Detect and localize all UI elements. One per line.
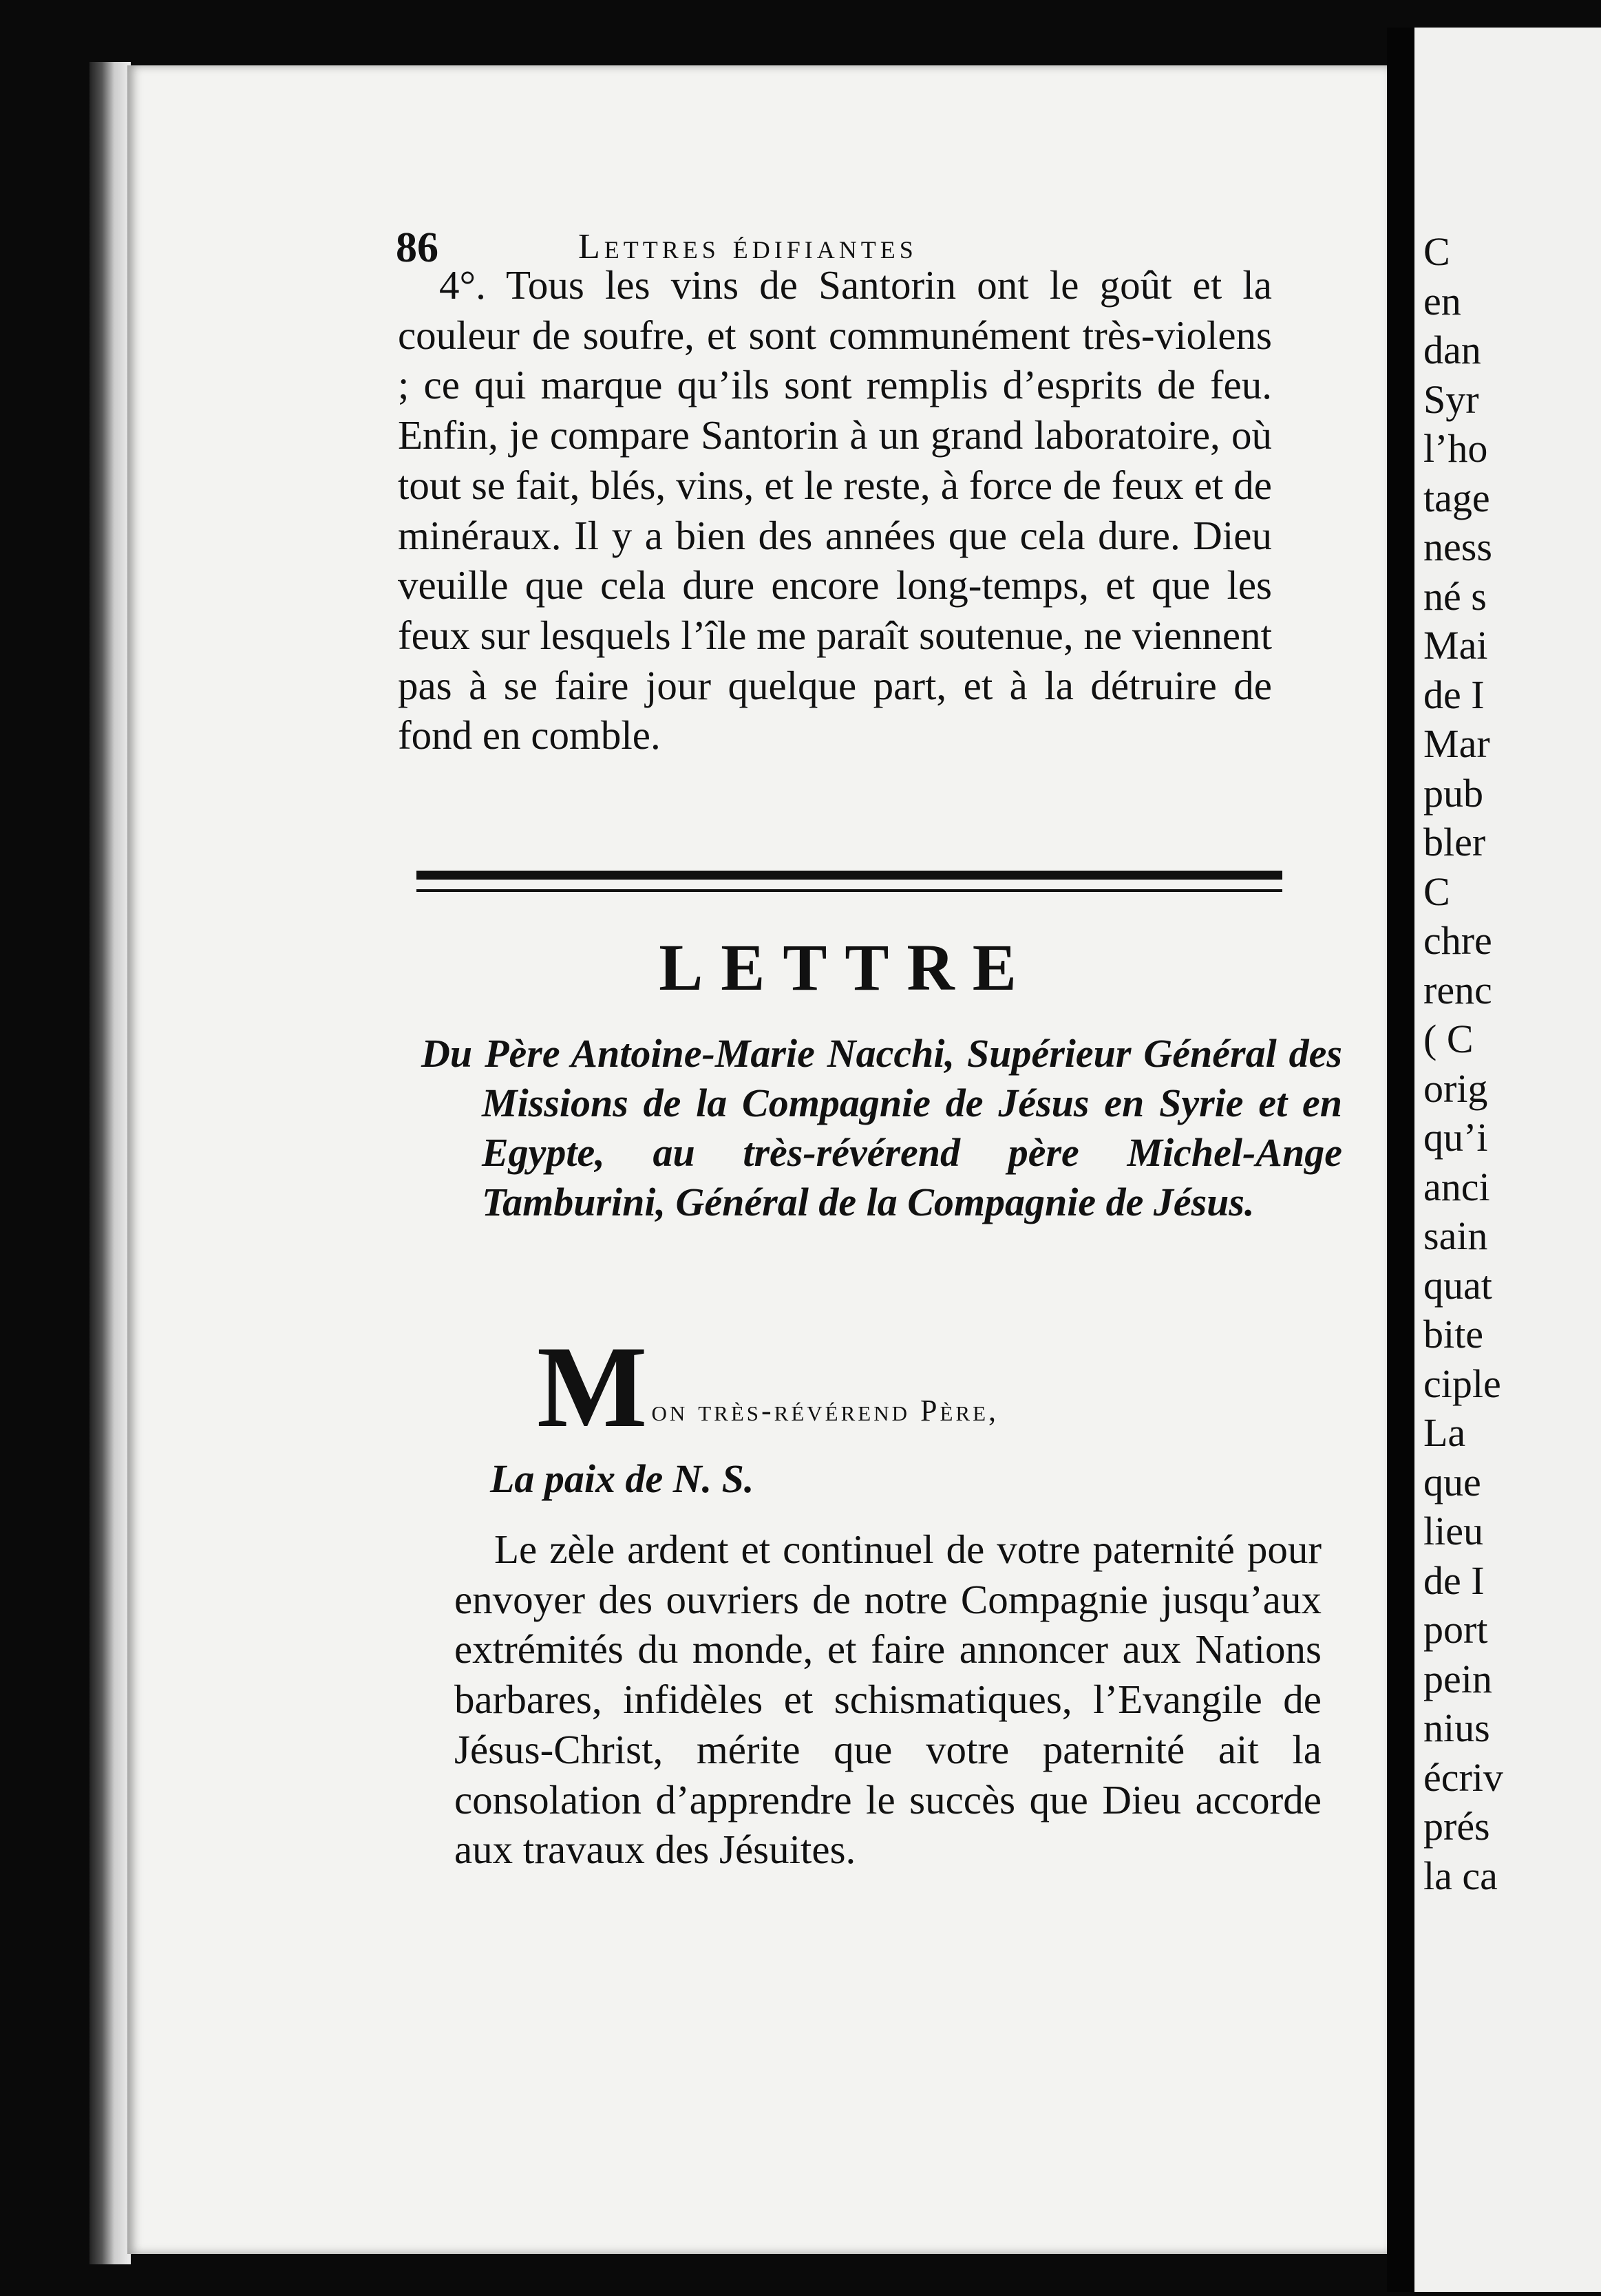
right-page-line: anci — [1423, 1164, 1490, 1209]
right-page-line: ciple — [1423, 1361, 1501, 1406]
right-page-line: C — [1423, 229, 1450, 274]
right-page-line: ness — [1423, 524, 1492, 569]
right-page-line: Mai — [1423, 623, 1488, 668]
right-page-line: sain — [1423, 1213, 1488, 1258]
right-page-line: tage — [1423, 475, 1490, 520]
right-page-line: bite — [1423, 1312, 1483, 1357]
drop-cap: M — [537, 1322, 648, 1452]
right-page-line: renc — [1423, 967, 1492, 1012]
right-page-line: orig — [1423, 1065, 1488, 1111]
letter-subtitle: Du Père Antoine-Marie Nacchi, Supérieur Général des Missions de la Compagnie de Jésus en Syrie et en Egypte, au très-révérend père Michel-Ange Tamburini, Général de la Compagnie de Jésus. — [421, 1031, 1342, 1224]
right-page-line: chre — [1423, 918, 1492, 963]
right-page-line: qu’i — [1423, 1115, 1488, 1160]
paragraph-letter-opening: Le zèle ardent et continuel de votre paternité pour envoyer des ouvriers de notre Compagnie jusqu’aux extrémités du monde, et faire annoncer aux Nations barbares, infidèles et schismatiques, l’Evangile de Jésus-Christ, mérite que votre paternité ait la consolation d’apprendre le succès que Dieu accorde aux travaux des Jésuites. — [454, 1527, 1322, 1873]
salutation — [537, 1322, 999, 1452]
right-page-line: port — [1423, 1607, 1488, 1652]
right-page-line: pein — [1423, 1656, 1492, 1701]
right-page-text — [1423, 227, 1503, 1900]
right-page-line: lieu — [1423, 1509, 1483, 1553]
salutation-text: on très-révérend Père, — [651, 1394, 999, 1427]
right-page-line: la ca — [1423, 1853, 1498, 1898]
right-page-line: quat — [1423, 1262, 1492, 1308]
right-page-line: Syr — [1423, 376, 1479, 422]
greeting: La paix de N. S. — [490, 1456, 754, 1501]
book-gutter — [1387, 28, 1414, 2292]
paragraph-santorin: 4°. Tous les vins de Santorin ont le goût et la couleur de soufre, et sont communément très-violens ; ce qui marque qu’ils sont remplis d’esprits de feu. Enfin, je compare Santorin à un grand laboratoire, où tout se fait, blés, vins, et le reste, à force de feux et de minéraux. Il y a bien des années que cela dure. Dieu veuille que cela dure encore long-temps, et que les feux sur lesquels l’île me paraît soutenue, ne viennent pas à se faire jour quelque part, et à la détruire de fond en comble. — [398, 262, 1272, 758]
right-page-line: pub — [1423, 770, 1483, 816]
page-number: 86 — [396, 224, 438, 271]
right-page-line: que — [1423, 1459, 1481, 1505]
right-page-line: La — [1423, 1410, 1466, 1455]
right-page-line: ( C — [1423, 1017, 1474, 1061]
letter-title: LETTRE — [659, 931, 1035, 1004]
running-head: Lettres édifiantes — [578, 227, 918, 266]
right-page-line: Mar — [1423, 721, 1490, 766]
right-page-line: prés — [1423, 1804, 1490, 1849]
right-page-line: écriv — [1423, 1754, 1503, 1800]
page-edge — [89, 62, 131, 2264]
right-page-line: de I — [1423, 1558, 1485, 1603]
right-page-line: nius — [1423, 1705, 1490, 1750]
section-rule-thin — [416, 889, 1282, 892]
right-page-line: bler — [1423, 820, 1486, 864]
section-rule-thick — [416, 871, 1282, 880]
right-page-line: dan — [1423, 328, 1481, 372]
right-page-line: C — [1423, 869, 1450, 914]
right-page-line: en — [1423, 278, 1461, 323]
right-page-line: de I — [1423, 672, 1485, 717]
right-page-line: l’ho — [1423, 426, 1488, 471]
right-page-line: né s — [1423, 573, 1487, 619]
